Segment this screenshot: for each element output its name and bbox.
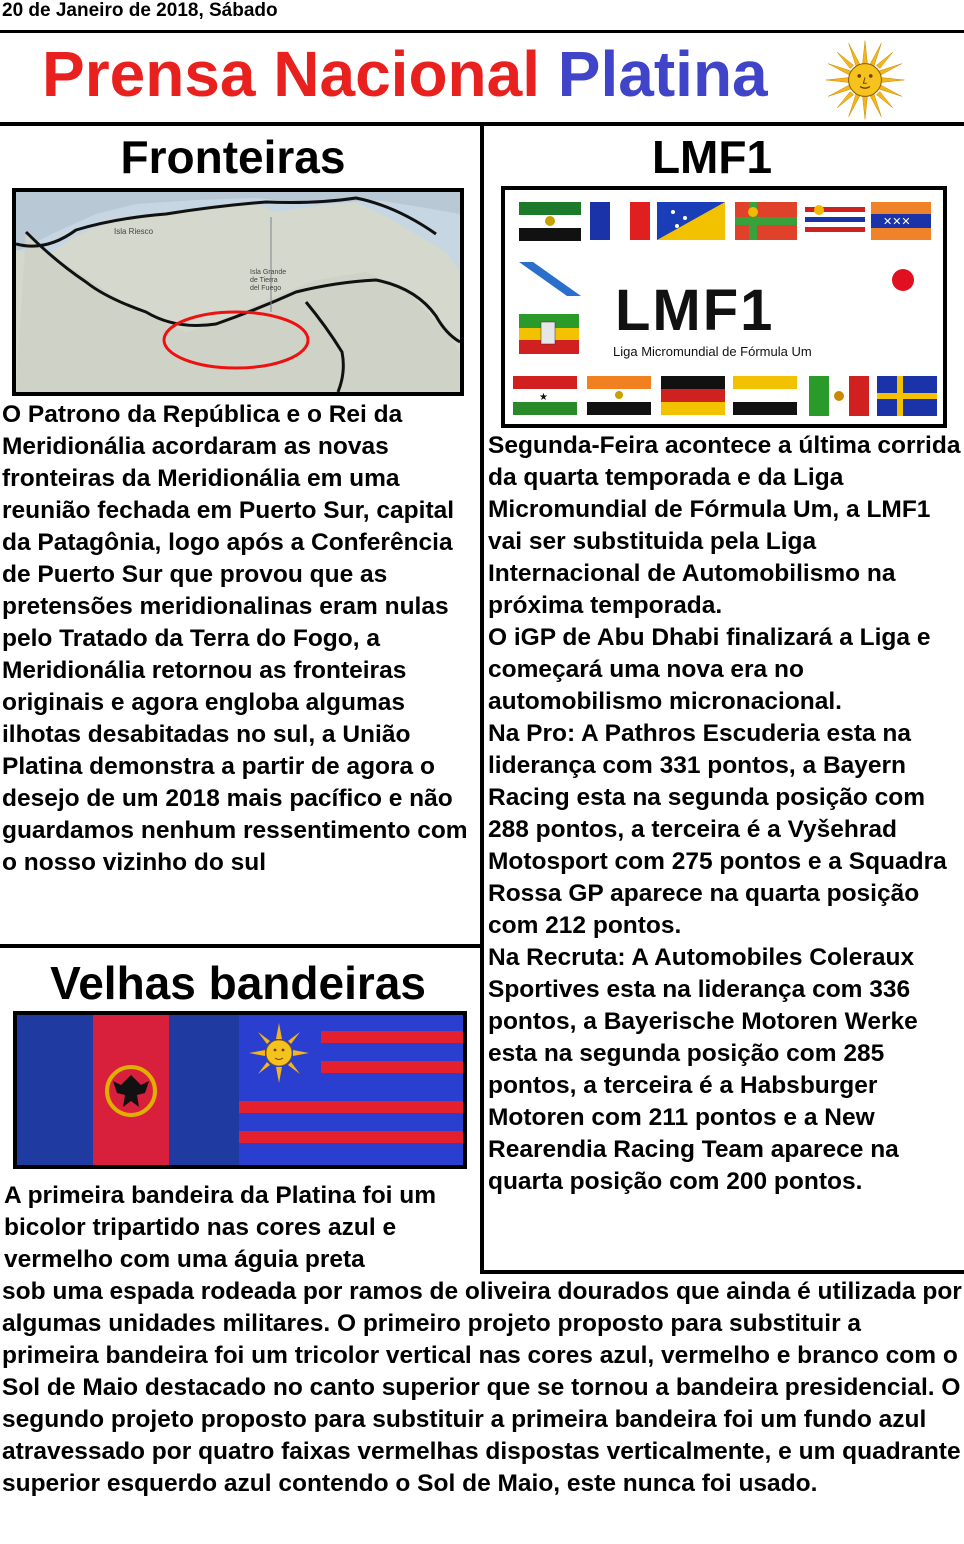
old-flags-image: [13, 1011, 467, 1169]
velhas-paragraph-continued: sob uma espada rodeada por ramos de oliveira dourados que ainda é utilizada por algumas unidades militares. O primeiro projeto proposto para substituir a primeira bandeira foi um tricolor vertical nas cores azul, vermelho e branco com o Sol de Maio destacado no canto superior que se tornou a bandeira presidencial. O segundo projeto proposto para substituir a primeira bandeira foi um fundo azul atravessado por quatro faixas vermelhas dispostas verticalmente, e um quadrante superior esquerdo azul contendo o Sol de Maio, este nunca foi usado.: [2, 1278, 962, 1497]
issue-date: 20 de Janeiro de 2018, Sábado: [2, 0, 278, 21]
lmf1-flags-svg: [505, 190, 943, 424]
first-flag-left-blue: [17, 1015, 93, 1165]
sun-of-may-icon: [824, 39, 906, 121]
flag-1: [519, 202, 581, 241]
title-part-blue: Platina: [557, 38, 768, 110]
sun-of-may-flag-icon: [249, 1023, 309, 1083]
velhas-paragraph-start: A primeira bandeira da Platina foi um bicolor tripartido nas cores azul e vermelho com uma águia preta: [4, 1182, 437, 1273]
section-rule-left-middle: [0, 944, 482, 948]
top-rule: [0, 30, 964, 33]
lmf1-heading: LMF1: [651, 131, 773, 183]
old-flags-svg: [17, 1015, 463, 1165]
flag-10: [661, 376, 725, 415]
lmf1-logo-text: LMF1: [615, 278, 775, 343]
lmf1-paragraph-2: O iGP de Abu Dhabi finalizará a Liga e começará uma nova era no automobilismo micronacional.: [488, 624, 931, 715]
flag-stripe-blue: [519, 262, 581, 296]
fronteiras-article: [2, 399, 478, 879]
column-divider: [480, 124, 484, 1274]
flag-7: [519, 314, 579, 354]
flag-12: [809, 376, 869, 416]
svg-text:★: ★: [539, 392, 548, 403]
border-map-svg: [16, 192, 460, 392]
first-flag-right-blue: [169, 1015, 239, 1165]
flag-8: [513, 376, 577, 415]
fronteiras-paragraph: O Patrono da República e o Rei da Meridionália acordaram as novas fronteiras da Meridionália em uma reunião fechada em Puerto Sur, capital da Patagônia, logo após a Conferência de Puerto Sur que provou que as pretensões meridionalinas eram nulas pelo Tratado da Terra do Fogo, a Meridionália retornou as fronteiras originais e agora engloba algumas ilhotas desabitadas no sul, a União Platina demonstra a partir de agora o desejo de um 2018 mais pacífico e não guardamos nenhum ressentimento com o nosso vizinho do sul: [2, 401, 468, 876]
velhas-article-wide: [2, 1276, 964, 1500]
fronteiras-heading: Fronteiras: [120, 131, 346, 183]
flag-2: [590, 202, 650, 240]
masthead: [0, 36, 964, 118]
flag-japan-disc: [892, 269, 914, 291]
flag-3: [657, 202, 725, 240]
lmf1-paragraph-4: Na Recruta: A Automobiles Coleraux Sportives esta na liderança com 336 pontos, a Bayerische Motoren Werke esta na segunda posição com 285 pontos, a terceira é a Habsburger Motoren com 211 pontos e a New Rearendia Racing Team aparece na quarta posição com 200 pontos.: [488, 944, 918, 1195]
section-rule-right-bottom: [482, 1270, 964, 1274]
flag-4: [735, 202, 797, 240]
flag-13: [877, 376, 937, 416]
flag-5: [805, 202, 865, 240]
svg-text:✕✕✕: ✕✕✕: [883, 216, 911, 228]
flag-9: [587, 376, 651, 415]
border-map-image: [12, 188, 464, 396]
lmf1-article: [488, 430, 964, 1198]
flag-11: [733, 376, 797, 415]
lmf1-paragraph-3: Na Pro: A Pathros Escuderia esta na liderança com 331 pontos, a Bayern Racing esta na segunda posição com 288 pontos, a terceira é a Vyšehrad Motosport com 275 pontos e a Squadra Rossa GP aparece na quarta posição com 212 pontos.: [488, 720, 947, 939]
lmf1-logo-image: [501, 186, 947, 428]
title-part-red: Prensa Nacional: [42, 38, 540, 110]
velhas-article-narrow: [4, 1180, 478, 1276]
map-label-tierra-del-fuego: Isla Grande de Tierra del Fuego: [250, 269, 287, 292]
velhas-bandeiras-heading: Velhas bandeiras: [50, 957, 426, 1009]
map-label-riesco: Isla Riesco: [114, 227, 154, 236]
lmf1-paragraph-1: Segunda-Feira acontece a última corrida da quarta temporada e da Liga Micromundial de Fórmula Um, a LMF1 vai ser substituida pela Liga Internacional de Automobilismo na próxima temporada.: [488, 432, 961, 619]
flag-6: [871, 202, 931, 240]
lmf1-logo-subtitle: Liga Micromundial de Fórmula Um: [613, 344, 812, 359]
newspaper-title: [42, 38, 768, 110]
